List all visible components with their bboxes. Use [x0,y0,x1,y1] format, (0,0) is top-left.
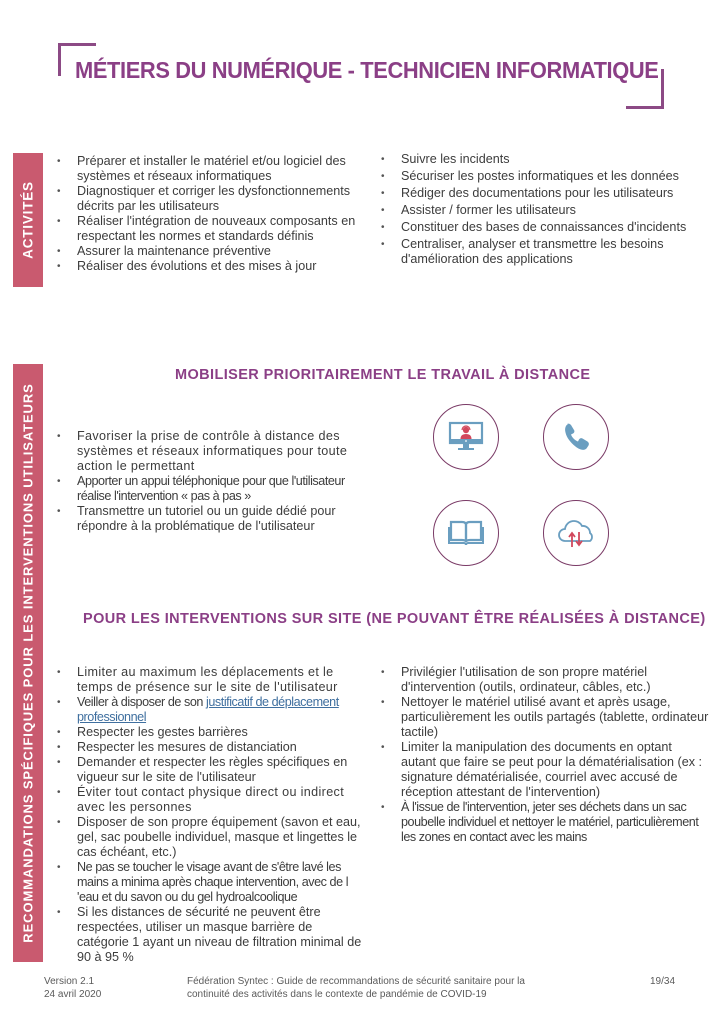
activites-list-left [55,154,365,274]
page-number: 19/34 [650,976,676,987]
list-item: • Limiter la manipulation des documents en optant autant que faire se peut pour la dématérialisation (ex : signature dématérialisée, courriel avec accusé de réception attestant de l'intervention) [379,740,709,800]
footer-date: 24 avril 2020 [44,988,102,1000]
list-item: • Assurer la maintenance préventive [55,244,365,259]
title-bracket-top-left [58,43,96,46]
on-site-list-right [379,665,709,845]
list-item: • Suivre les incidents [379,152,709,167]
recommandations-band [13,364,43,962]
remote-support-monitor-icon [433,404,499,470]
list-item: • Si les distances de sécurité ne peuvent être respectées, utiliser un masque barrière de catégorie 1 ayant un niveau de filtration minimal de 90 à 95 % [55,905,365,965]
cloud-transfer-icon [543,500,609,566]
list-item: • Limiter au maximum les déplacements et le temps de présence sur le site de l'utilisateur [55,665,365,695]
list-item: • Nettoyer le matériel utilisé avant et après usage, particulièrement les outils partagés (tablette, ordinateur tactile) [379,695,709,740]
activites-band-label: ACTIVITÉS [20,181,36,259]
list-item: • Centraliser, analyser et transmettre les besoins d'amélioration des applications [379,237,709,267]
footer-version-block [44,976,101,1001]
list-item: • Transmettre un tutoriel ou un guide dédié pour répondre à la problématique de l'utilisateur [55,504,365,534]
activites-list-right [379,152,709,269]
on-site-list-left [55,665,365,965]
remote-work-heading: MOBILISER PRIORITAIREMENT LE TRAVAIL À DISTANCE [175,367,591,383]
list-item: • Apporter un appui téléphonique pour que l'utilisateur réalise l'intervention « pas à pas » [55,474,365,504]
list-item: • Sécuriser les postes informatiques et les données [379,169,709,184]
list-item: • Favoriser la prise de contrôle à distance des systèmes et réseaux informatiques pour toute action le permettant [55,429,365,474]
list-item: • Disposer de son propre équipement (savon et eau, gel, sac poubelle individuel, masque et lingettes le cas échéant, etc.) [55,815,365,860]
list-item: • Rédiger des documentations pour les utilisateurs [379,186,709,201]
list-item [55,695,365,725]
footer-source-line-2: continuité des activités dans le contexte de pandémie de COVID-19 [187,988,487,1000]
footer-version: Version 2.1 [44,976,95,987]
recommandations-band-label: RECOMMANDATIONS SPÉCIFIQUES POUR LES INTERVENTIONS UTILISATEURS [20,383,36,943]
list-item: • Ne pas se toucher le visage avant de s'être lavé les mains a minima après chaque intervention, avec de l 'eau et du savon ou du gel hydroalcoolique [55,860,365,905]
activites-band [13,153,43,287]
title-bracket-top-left-vertical [58,43,61,76]
list-item: • À l'issue de l'intervention, jeter ses déchets dans un sac poubelle individuel et nettoyer le matériel, particulièrement les zones en contact avec les mains [379,800,709,845]
footer-source-line-1: Fédération Syntec : Guide de recommandations de sécurité sanitaire pour la [187,976,525,987]
list-item: • Constituer des bases de connaissances d'incidents [379,220,709,235]
list-item: • Respecter les gestes barrières [55,725,365,740]
footer-source-block [187,976,547,1001]
phone-icon [543,404,609,470]
open-book-icon [433,500,499,566]
travel-certificate-link[interactable]: justificatif de déplacement professionnel [77,695,339,724]
list-item: • Réaliser des évolutions et des mises à jour [55,259,365,274]
list-item: • Diagnostiquer et corriger les dysfonctionnements décrits par les utilisateurs [55,184,365,214]
list-item: • Assister / former les utilisateurs [379,203,709,218]
title-bracket-bottom-right [626,106,664,109]
list-item: • Réaliser l'intégration de nouveaux composants en respectant les normes et standards définis [55,214,365,244]
on-site-heading: POUR LES INTERVENTIONS SUR SITE (NE POUVANT ÊTRE RÉALISÉES À DISTANCE) [83,611,706,627]
list-item: • Éviter tout contact physique direct ou indirect avec les personnes [55,785,365,815]
title-block [58,43,664,109]
list-item-text: Veiller à disposer de son [77,695,207,709]
list-item: • Privilégier l'utilisation de son propre matériel d'intervention (outils, ordinateur, câbles, etc.) [379,665,709,695]
list-item: • Préparer et installer le matériel et/ou logiciel des systèmes et réseaux informatiques [55,154,365,184]
list-item: • Demander et respecter les règles spécifiques en vigueur sur le site de l'utilisateur [55,755,365,785]
page-title: MÉTIERS DU NUMÉRIQUE - TECHNICIEN INFORMATIQUE [75,57,659,83]
title-bracket-bottom-right-vertical [661,69,664,109]
list-item: • Respecter les mesures de distanciation [55,740,365,755]
remote-work-list [55,429,365,534]
